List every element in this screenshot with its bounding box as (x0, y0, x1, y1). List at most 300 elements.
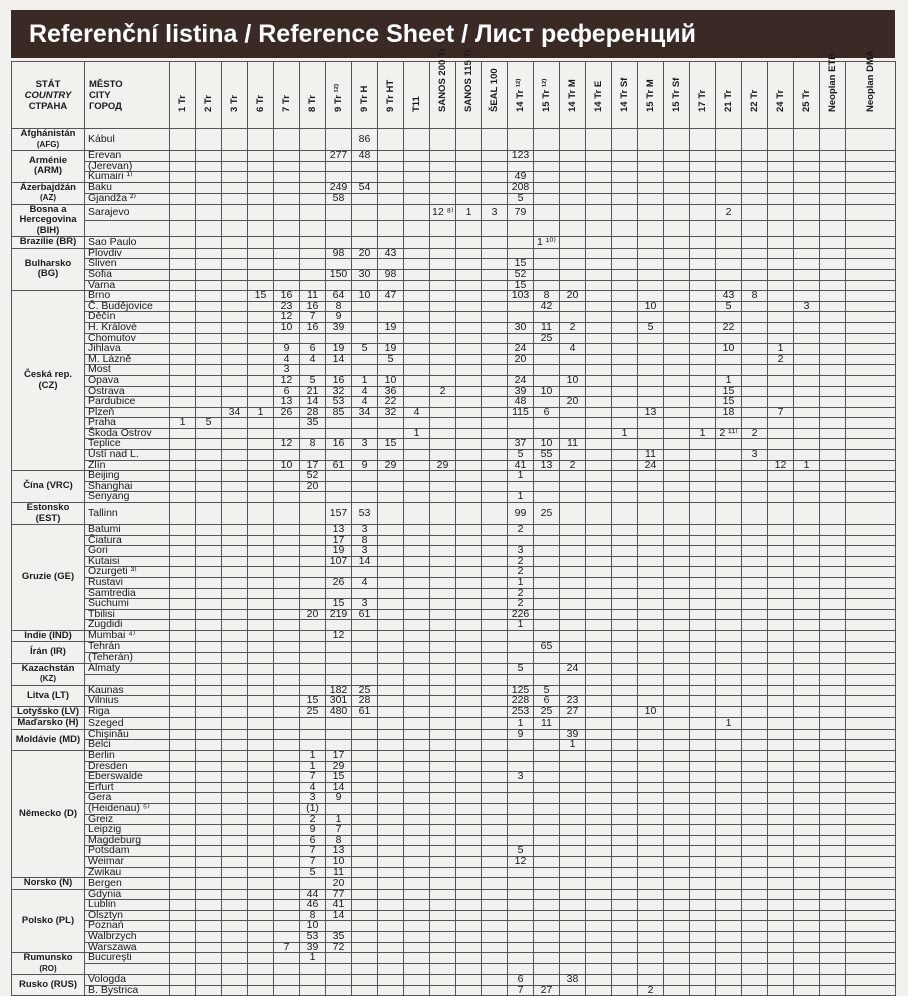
table-row (12, 269, 896, 280)
count-cell (222, 740, 248, 751)
count-cell (742, 910, 768, 921)
count-cell (326, 718, 352, 730)
count-cell (820, 793, 846, 804)
count-cell (404, 942, 430, 953)
count-cell: 43 (716, 291, 742, 302)
count-cell (274, 835, 300, 846)
count-cell (274, 237, 300, 249)
count-cell (820, 804, 846, 815)
count-cell (664, 599, 690, 610)
count-cell (196, 642, 222, 653)
count-cell (170, 900, 196, 911)
count-cell (612, 344, 638, 355)
count-cell (456, 793, 482, 804)
count-cell (482, 921, 508, 932)
count-cell (768, 439, 794, 450)
count-cell (534, 804, 560, 815)
count-cell (170, 386, 196, 397)
count-cell (456, 663, 482, 674)
count-cell (248, 835, 274, 846)
count-cell (664, 221, 690, 237)
count-cell (586, 546, 612, 557)
count-cell (170, 804, 196, 815)
count-cell (170, 193, 196, 204)
count-cell (404, 182, 430, 193)
count-cell (430, 846, 456, 857)
count-cell (846, 835, 896, 846)
count-cell (456, 910, 482, 921)
count-cell (794, 729, 820, 740)
count-cell (534, 856, 560, 867)
count-cell (508, 921, 534, 932)
count-cell (560, 525, 586, 536)
count-cell (170, 975, 196, 986)
count-cell (222, 696, 248, 707)
count-cell (638, 221, 664, 237)
count-cell: 1 (716, 375, 742, 386)
count-cell (378, 772, 404, 783)
count-cell (612, 663, 638, 674)
count-cell (378, 653, 404, 664)
count-cell (300, 182, 326, 193)
count-cell (456, 985, 482, 996)
count-cell (404, 322, 430, 333)
count-cell (690, 556, 716, 567)
count-cell (664, 428, 690, 439)
count-cell: 9 (326, 793, 352, 804)
country-cell (12, 525, 85, 631)
count-cell (274, 269, 300, 280)
count-cell: 28 (352, 696, 378, 707)
count-cell (638, 772, 664, 783)
count-cell (404, 365, 430, 376)
count-cell (638, 878, 664, 890)
count-cell (586, 333, 612, 344)
count-cell (846, 450, 896, 461)
count-cell (820, 782, 846, 793)
count-cell (248, 450, 274, 461)
count-cell (768, 237, 794, 249)
count-cell: 14 (326, 910, 352, 921)
count-cell (846, 354, 896, 365)
count-cell: 5 (378, 354, 404, 365)
count-cell (352, 761, 378, 772)
count-cell (664, 856, 690, 867)
count-cell (326, 975, 352, 986)
count-cell (430, 835, 456, 846)
count-cell (716, 172, 742, 183)
count-cell: 29 (430, 460, 456, 471)
count-cell (612, 525, 638, 536)
count-cell (378, 751, 404, 762)
count-cell (430, 151, 456, 162)
count-cell (430, 503, 456, 525)
count-cell (430, 985, 456, 996)
count-cell (846, 471, 896, 482)
count-cell: 7 (274, 942, 300, 953)
count-cell (274, 975, 300, 986)
count-cell (846, 248, 896, 259)
count-cell (456, 312, 482, 323)
count-cell (456, 269, 482, 280)
city-cell: Erfurt (85, 782, 170, 793)
count-cell (508, 751, 534, 762)
count-cell (586, 578, 612, 589)
count-cell: 208 (508, 182, 534, 193)
count-cell (612, 546, 638, 557)
count-cell: 34 (352, 407, 378, 418)
city-cell: B. Bystrica (85, 985, 170, 996)
count-cell (352, 193, 378, 204)
count-cell (274, 481, 300, 492)
count-cell (196, 793, 222, 804)
count-cell (664, 259, 690, 270)
count-cell (742, 975, 768, 986)
table-row (12, 663, 896, 674)
count-cell: 2 ¹¹⁾ (716, 428, 742, 439)
country-cell (12, 248, 85, 290)
count-cell (456, 620, 482, 631)
city-cell: Zlín (85, 460, 170, 471)
count-cell (482, 588, 508, 599)
count-cell (248, 889, 274, 900)
count-cell (534, 151, 560, 162)
count-cell (690, 397, 716, 408)
table-row (12, 259, 896, 270)
city-cell: Bucureşti (85, 953, 170, 964)
count-cell (560, 900, 586, 911)
count-cell (664, 696, 690, 707)
count-cell (612, 630, 638, 642)
count-cell (820, 942, 846, 953)
count-cell (794, 932, 820, 943)
count-cell (716, 237, 742, 249)
count-cell (794, 751, 820, 762)
count-cell (690, 932, 716, 943)
count-cell (846, 161, 896, 172)
count-cell (586, 172, 612, 183)
count-cell: 1 (326, 814, 352, 825)
count-cell (716, 535, 742, 546)
city-cell: Kumairi ¹⁾ (85, 172, 170, 183)
count-cell (248, 975, 274, 986)
count-cell: 1 (352, 375, 378, 386)
count-cell (274, 685, 300, 696)
count-cell: 15 (508, 280, 534, 291)
count-cell (742, 503, 768, 525)
count-cell (716, 900, 742, 911)
count-cell (456, 599, 482, 610)
count-cell (404, 630, 430, 642)
count-cell (248, 578, 274, 589)
count-cell: 5 (300, 867, 326, 878)
count-cell: 15 (300, 696, 326, 707)
count-cell (768, 814, 794, 825)
count-cell (586, 751, 612, 762)
count-cell (404, 291, 430, 302)
count-cell (300, 985, 326, 996)
count-cell (612, 889, 638, 900)
count-cell (378, 729, 404, 740)
count-cell (170, 221, 196, 237)
count-cell (196, 259, 222, 270)
count-cell (742, 481, 768, 492)
count-cell (482, 556, 508, 567)
count-cell (690, 129, 716, 151)
count-cell (300, 535, 326, 546)
count-cell (846, 900, 896, 911)
count-cell (300, 674, 326, 685)
count-cell (274, 151, 300, 162)
count-cell (378, 481, 404, 492)
count-cell (664, 588, 690, 599)
table-row (12, 248, 896, 259)
count-cell (222, 782, 248, 793)
count-cell: 98 (326, 248, 352, 259)
count-cell (274, 129, 300, 151)
count-cell (820, 921, 846, 932)
city-cell: Poznań (85, 921, 170, 932)
column-header-label: ŠEAL 100 (488, 68, 500, 112)
count-cell (638, 782, 664, 793)
count-cell (222, 151, 248, 162)
count-cell (274, 985, 300, 996)
count-cell (456, 729, 482, 740)
table-row (12, 910, 896, 921)
count-cell (456, 172, 482, 183)
count-cell: 25 (352, 685, 378, 696)
count-cell (378, 696, 404, 707)
count-cell (794, 481, 820, 492)
count-cell (586, 567, 612, 578)
count-cell (300, 269, 326, 280)
count-cell (768, 428, 794, 439)
count-cell (248, 772, 274, 783)
count-cell (846, 653, 896, 664)
count-cell (638, 418, 664, 429)
table-row (12, 151, 896, 162)
count-cell: 219 (326, 609, 352, 620)
count-cell: 20 (300, 481, 326, 492)
column-header-label: 7 Tr (280, 95, 292, 112)
count-cell: 79 (508, 204, 534, 220)
count-cell (534, 481, 560, 492)
count-cell (768, 535, 794, 546)
count-cell (222, 375, 248, 386)
count-cell (560, 878, 586, 890)
count-cell (820, 354, 846, 365)
count-cell (612, 280, 638, 291)
count-cell (768, 835, 794, 846)
count-cell (222, 161, 248, 172)
count-cell (690, 653, 716, 664)
count-cell (612, 375, 638, 386)
count-cell (820, 867, 846, 878)
count-cell (170, 556, 196, 567)
count-cell (352, 354, 378, 365)
column-header (638, 62, 664, 129)
column-header-label: 8 Tr (306, 95, 318, 112)
count-cell (586, 782, 612, 793)
count-cell (586, 942, 612, 953)
count-cell (222, 460, 248, 471)
count-cell: 12 (508, 856, 534, 867)
count-cell (352, 900, 378, 911)
count-cell (638, 248, 664, 259)
count-cell: 26 (326, 578, 352, 589)
count-cell (248, 653, 274, 664)
count-cell (742, 333, 768, 344)
count-cell (690, 588, 716, 599)
count-cell (482, 793, 508, 804)
count-cell (716, 856, 742, 867)
count-cell (378, 588, 404, 599)
count-cell (404, 129, 430, 151)
count-cell: 19 (378, 344, 404, 355)
count-cell (300, 642, 326, 653)
city-cell: Zwikau (85, 867, 170, 878)
count-cell (560, 588, 586, 599)
count-cell (716, 642, 742, 653)
column-header (716, 62, 742, 129)
table-row (12, 642, 896, 653)
count-cell (274, 706, 300, 718)
count-cell: 85 (326, 407, 352, 418)
count-cell: 53 (326, 397, 352, 408)
count-cell (378, 567, 404, 578)
count-cell (404, 546, 430, 557)
count-cell (586, 269, 612, 280)
count-cell (196, 161, 222, 172)
count-cell (196, 503, 222, 525)
count-cell (794, 921, 820, 932)
count-cell (742, 653, 768, 664)
count-cell (404, 932, 430, 943)
count-cell: 49 (508, 172, 534, 183)
count-cell (820, 471, 846, 482)
count-cell (560, 535, 586, 546)
count-cell (664, 386, 690, 397)
count-cell (352, 878, 378, 890)
city-cell: Belci (85, 740, 170, 751)
count-cell (690, 985, 716, 996)
count-cell (274, 578, 300, 589)
count-cell (820, 751, 846, 762)
count-cell (638, 151, 664, 162)
count-cell (690, 772, 716, 783)
count-cell (638, 492, 664, 503)
count-cell: 115 (508, 407, 534, 418)
count-cell: 1 (248, 407, 274, 418)
count-cell (664, 161, 690, 172)
count-cell (430, 182, 456, 193)
count-cell (170, 450, 196, 461)
count-cell: 301 (326, 696, 352, 707)
count-cell (274, 418, 300, 429)
count-cell (196, 729, 222, 740)
count-cell (430, 397, 456, 408)
count-cell (768, 492, 794, 503)
count-cell (846, 889, 896, 900)
city-cell: Kaunas (85, 685, 170, 696)
count-cell (196, 696, 222, 707)
count-cell (586, 354, 612, 365)
count-cell (378, 761, 404, 772)
count-cell (274, 953, 300, 964)
count-cell: 61 (326, 460, 352, 471)
count-cell (430, 718, 456, 730)
country-code: (RO) (39, 963, 57, 973)
count-cell (586, 280, 612, 291)
count-cell (352, 620, 378, 631)
count-cell (586, 793, 612, 804)
count-cell (638, 237, 664, 249)
count-cell (846, 269, 896, 280)
city-cell: Magdeburg (85, 835, 170, 846)
count-cell (482, 535, 508, 546)
table-row (12, 772, 896, 783)
count-cell (482, 740, 508, 751)
count-cell (196, 312, 222, 323)
count-cell (456, 567, 482, 578)
count-cell (846, 397, 896, 408)
count-cell (222, 182, 248, 193)
count-cell (586, 248, 612, 259)
count-cell: 15 (716, 397, 742, 408)
count-cell (742, 386, 768, 397)
count-cell (430, 630, 456, 642)
count-cell (326, 418, 352, 429)
count-cell (638, 578, 664, 589)
table-row (12, 825, 896, 836)
count-cell: 8 (326, 835, 352, 846)
count-cell (794, 599, 820, 610)
count-cell (456, 280, 482, 291)
count-cell: 9 (326, 312, 352, 323)
count-cell: 5 (300, 375, 326, 386)
city-cell: Gera (85, 793, 170, 804)
count-cell (742, 825, 768, 836)
count-cell (404, 375, 430, 386)
count-cell (352, 856, 378, 867)
count-cell (612, 825, 638, 836)
table-row (12, 344, 896, 355)
count-cell (274, 900, 300, 911)
count-cell: 1 (508, 492, 534, 503)
count-cell (768, 280, 794, 291)
count-cell (170, 481, 196, 492)
count-cell (768, 301, 794, 312)
count-cell: 6 (274, 386, 300, 397)
count-cell (482, 546, 508, 557)
count-cell (300, 237, 326, 249)
count-cell (794, 354, 820, 365)
count-cell (248, 932, 274, 943)
count-cell (404, 172, 430, 183)
count-cell (300, 975, 326, 986)
column-header (430, 48, 456, 129)
count-cell (222, 751, 248, 762)
count-cell (638, 193, 664, 204)
count-cell (846, 578, 896, 589)
count-cell (248, 460, 274, 471)
count-cell (794, 129, 820, 151)
count-cell (482, 333, 508, 344)
count-cell (742, 344, 768, 355)
count-cell (794, 718, 820, 730)
count-cell (820, 674, 846, 685)
count-cell (768, 375, 794, 386)
